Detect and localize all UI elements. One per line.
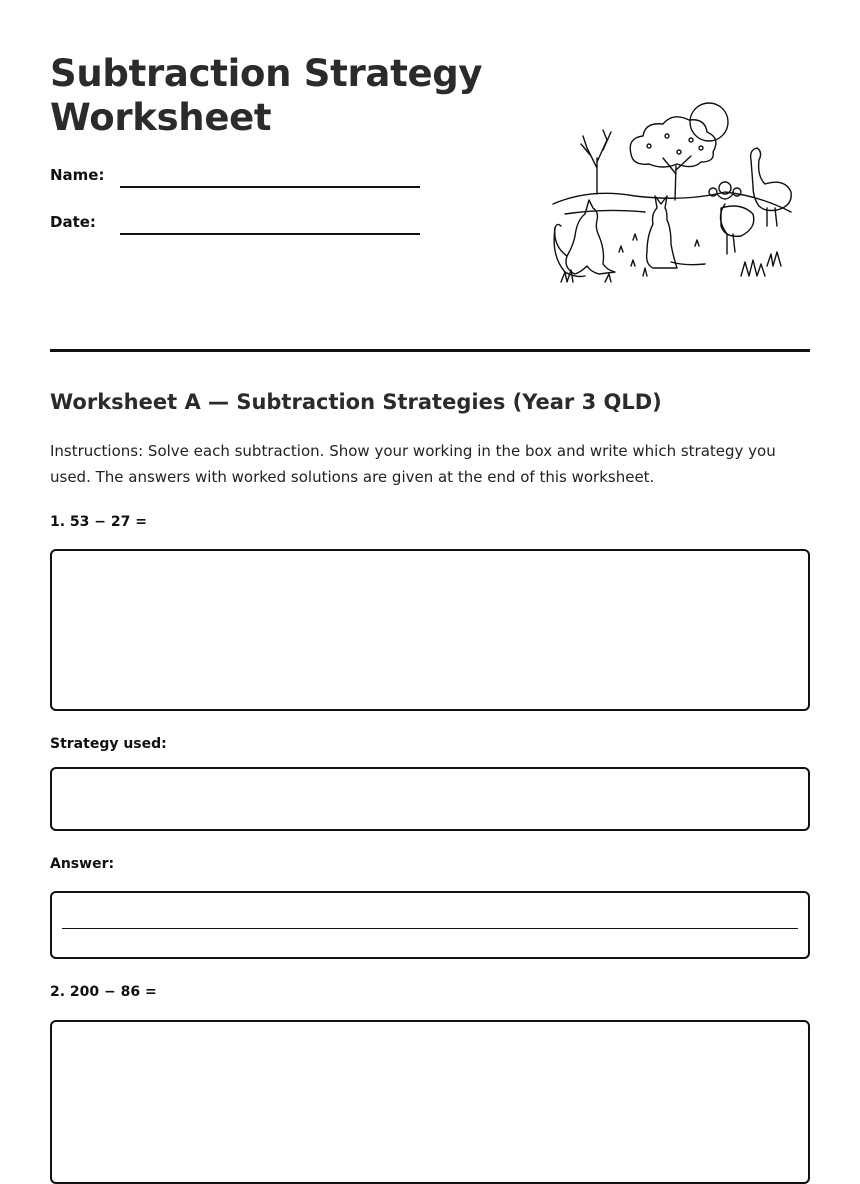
question-2-working-box[interactable] — [50, 1020, 810, 1184]
question-1-label: 1. 53 − 27 = — [50, 514, 147, 530]
australian-bush-animals-illustration-icon — [545, 96, 795, 291]
question-1-strategy-label: Strategy used: — [50, 736, 167, 752]
answer-writing-line — [62, 928, 798, 929]
date-field[interactable] — [120, 233, 420, 235]
question-1-answer-label: Answer: — [50, 856, 115, 872]
date-label: Date: — [50, 213, 96, 231]
name-field[interactable] — [120, 186, 420, 188]
question-2-label: 2. 200 − 86 = — [50, 984, 157, 1000]
instructions-text: Instructions: Solve each subtraction. Show your working in the box and write which strategy you used. The answers with worked solutions are given at the end of this worksheet. — [50, 442, 776, 486]
name-label: Name: — [50, 166, 105, 184]
title-line-2: Worksheet — [50, 96, 272, 139]
question-1-working-box[interactable] — [50, 549, 810, 711]
question-1-strategy-box[interactable] — [50, 767, 810, 831]
header-divider — [50, 349, 810, 352]
section-title: Worksheet A — Subtraction Strategies (Year 3 QLD) — [50, 390, 662, 414]
question-1-answer-box[interactable] — [50, 891, 810, 959]
title-line-1: Subtraction Strategy — [50, 52, 483, 95]
worksheet-title — [50, 52, 482, 140]
